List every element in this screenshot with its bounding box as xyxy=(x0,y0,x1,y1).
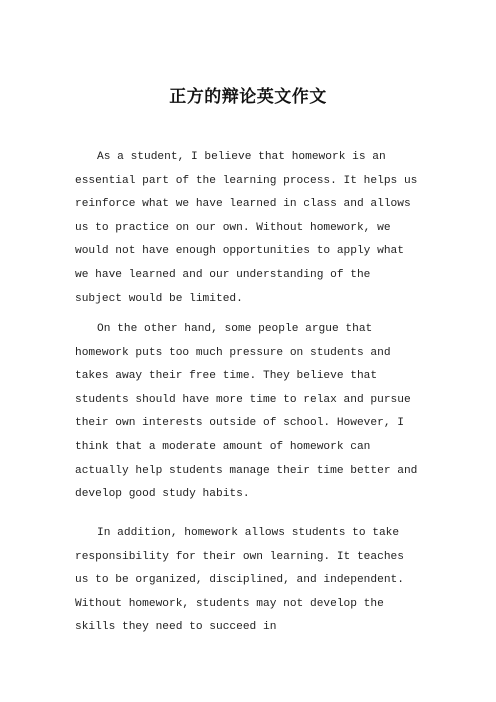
paragraph-1: As a student, I believe that homework is an essential part of the learning process. It helps us reinforce what we have learned in class and allows us to practice on our own. Without homework, we would not have enough opportunities to apply what we have learned and our understanding of the subject would be limited. xyxy=(75,151,418,305)
document-title: 正方的辩论英文作文 xyxy=(169,87,327,107)
paragraph-3: In addition, homework allows students to take responsibility for their own learning. It teaches us to be organized, disciplined, and independent. Without homework, students may not develop the skills they need to succeed in xyxy=(75,527,404,634)
paragraph-2: On the other hand, some people argue that homework puts too much pressure on students and takes away their free time. They believe that students should have more time to relax and pursue their own interests outside of school. However, I think that a moderate amount of homework can actually help students manage their time better and develop good study habits. xyxy=(75,323,418,501)
